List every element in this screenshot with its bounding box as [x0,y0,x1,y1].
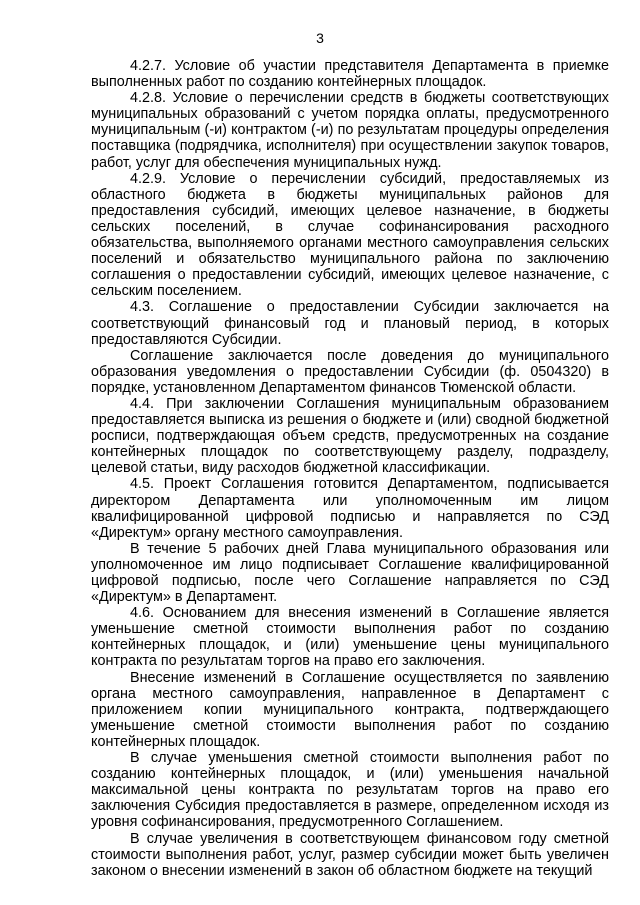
document-body [91,58,609,879]
paragraph-agreement-conclusion: Соглашение заключается после доведения до муниципального образования уведомления о предоставлении Субсидии (ф. 0504320) в порядке, установленном Департаментом финансов Тюменской области. [91,347,609,396]
paragraph-4-3: 4.3. Соглашение о предоставлении Субсидии заключается на соответствующий финансовый год и плановый период, в которых предоставляются Субсидии. [91,299,609,348]
paragraph-4-4: 4.4. При заключении Соглашения муниципальным образованием предоставляется выписка из решения о бюджете и (или) сводной бюджетной росписи, подтверждающая объем средств, предусмотренных на создание контейнерных площадок по соответствующему разделу, подразделу, целевой статьи, виду расходов бюджетной классификации. [91,395,609,477]
paragraph-4-5: 4.5. Проект Соглашения готовится Департаментом, подписывается директором Департамента или уполномоченным им лицом квалифицированной цифровой подписью и направляется по СЭД «Директум» органу местного самоуправления. [91,476,609,541]
paragraph-4-6: 4.6. Основанием для внесения изменений в Соглашение является уменьшение сметной стоимости выполнения работ по созданию контейнерных площадок, и (или) уменьшение цены муниципального контракта по результатам торгов на право его заключения. [91,605,609,670]
paragraph-4-2-7: 4.2.7. Условие об участии представителя Департамента в приемке выполненных работ по созданию контейнерных площадок. [91,58,609,91]
paragraph-signing-deadline: В течение 5 рабочих дней Глава муниципального образования или уполномоченное им лицо подписывает Соглашение квалифицированной цифровой подписью, после чего Соглашение направляется по СЭД «Директум» в Департамент. [91,540,609,606]
paragraph-cost-increase: В случае увеличения в соответствующем финансовом году сметной стоимости выполнения работ, услуг, размер субсидии может быть увеличен законом о внесении изменений в закон об областном бюджете на текущий [91,830,609,879]
paragraph-cost-decrease: В случае уменьшения сметной стоимости выполнения работ по созданию контейнерных площадок, и (или) уменьшения начальной максимальной цены контракта по результатам торгов на право его заключения Субсидия предоставляется в размере, определенном исходя из уровня софинансирования, предусмотренного Соглашением. [91,750,609,831]
paragraph-amendment-procedure: Внесение изменений в Соглашение осуществляется по заявлению органа местного самоуправления, направленное в Департамент с приложением копии муниципального контракта, подтверждающего уменьшение сметной стоимости выполнения работ по созданию контейнерных площадок. [91,669,609,750]
paragraph-4-2-8: 4.2.8. Условие о перечислении средств в бюджеты соответствующих муниципальных образований с учетом порядка оплаты, предусмотренного муниципальным (-и) контрактом (-и) по результатам процедуры определения поставщика (подрядчика, исполнителя) при осуществлении закупок товаров, работ, услуг для обеспечения муниципальных нужд. [91,90,609,171]
paragraph-4-2-9: 4.2.9. Условие о перечислении субсидий, предоставляемых из областного бюджета в бюджеты муниципальных районов для предоставления субсидий, имеющих целевое назначение, в бюджеты сельских поселений, в случае софинансирования расходного обязательства, выполняемого органами местного самоуправления сельских поселений и обязательство муниципального района по заключению соглашения о предоставлении субсидий, имеющих целевое назначение, с сельским поселением. [91,170,609,300]
page-number: 3 [316,30,324,46]
